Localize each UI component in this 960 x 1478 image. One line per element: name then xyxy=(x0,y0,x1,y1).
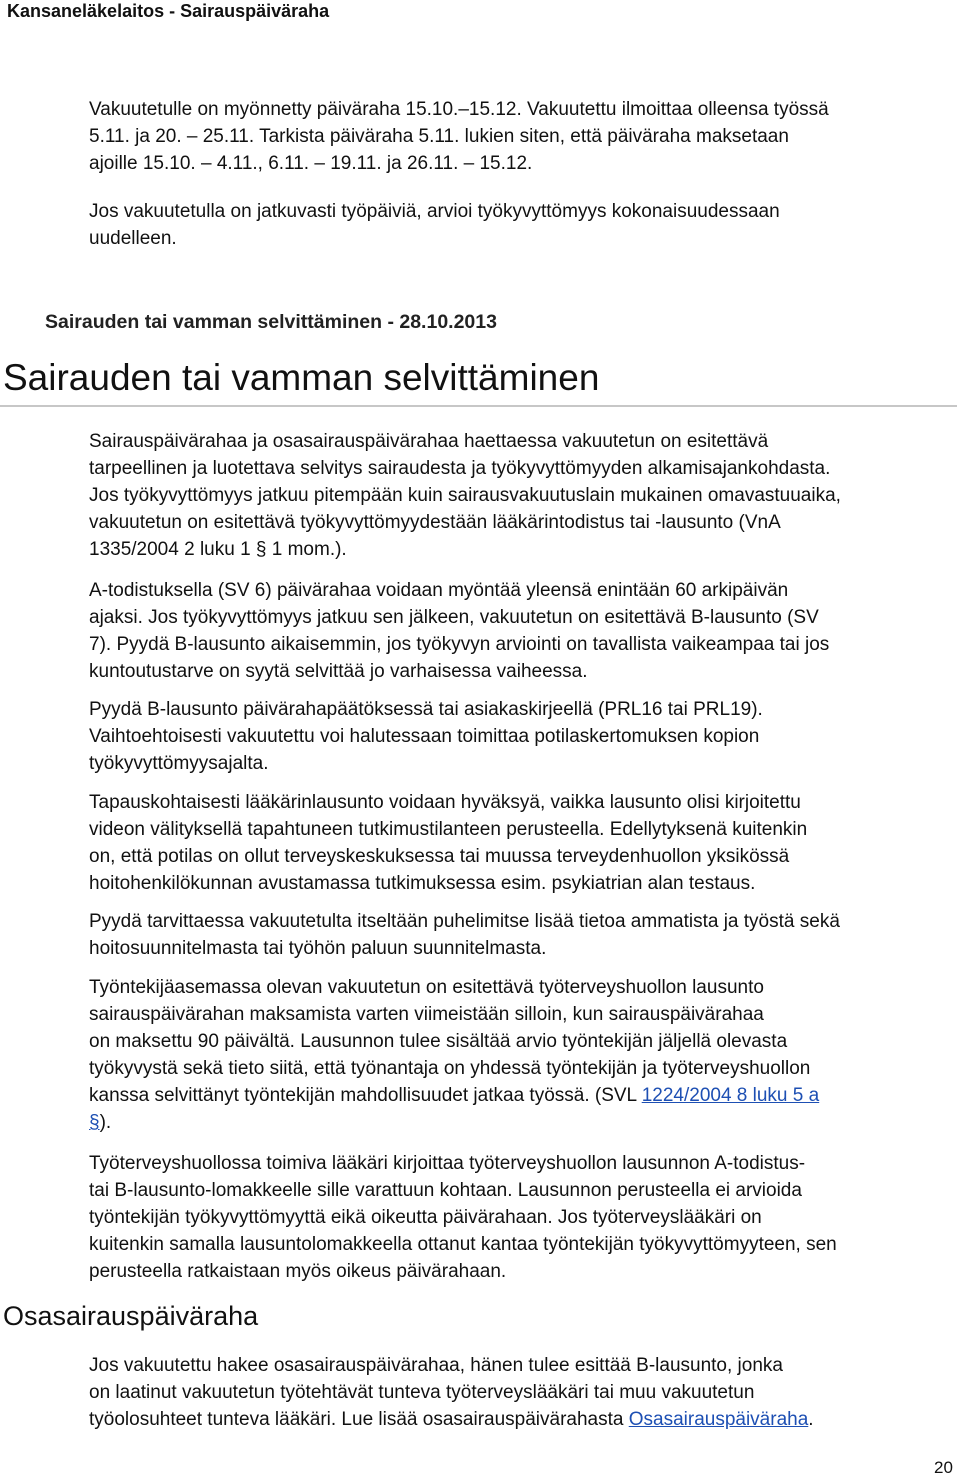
text-line: työkyvyttömyysajalta. xyxy=(89,753,269,774)
law-reference-link[interactable]: 1224/2004 8 luku 5 a xyxy=(641,1085,820,1106)
text-line: ajoille 15.10. – 4.11., 6.11. – 19.11. ja 26.11. – 15.12. xyxy=(89,153,533,174)
title-divider xyxy=(0,405,957,407)
text-line: 7). Pyydä B-lausunto aikaisemmin, jos työkyvyn arviointi on tavallista vaikeampaa tai jos xyxy=(89,634,830,655)
text-line: Vakuutetulle on myönnetty päiväraha 15.10.–15.12. Vakuutettu ilmoittaa olleensa työssä xyxy=(89,99,829,120)
text-line: videon välityksellä tapahtuneen tutkimustilanteen perusteella. Edellytyksenä kuitenkin xyxy=(89,819,808,840)
text-line: kuntoutustarve on syytä selvittää jo varhaisessa vaiheessa. xyxy=(89,661,588,682)
paragraph-2 xyxy=(89,577,957,685)
paragraph-1 xyxy=(89,428,957,563)
text-line: Jos vakuutetulla on jatkuvasti työpäiviä, arvioi työkyvyttömyys kokonaisuudessaan xyxy=(89,201,780,222)
text-fragment: . xyxy=(808,1409,814,1430)
paragraph-4 xyxy=(89,789,957,897)
text-line: Tapauskohtaisesti lääkärinlausunto voidaan hyväksyä, vaikka lausunto olisi kirjoitettu xyxy=(89,792,801,813)
text-line: Työntekijäasemassa olevan vakuutetun on esitettävä työterveyshuollon lausunto xyxy=(89,977,764,998)
text-line: hoitosuunnitelmasta tai työhön paluun suunnitelmasta. xyxy=(89,938,547,959)
intro-paragraph-1 xyxy=(89,96,957,177)
text-line: uudelleen. xyxy=(89,228,177,249)
text-line: 5.11. ja 20. – 25.11. Tarkista päiväraha 5.11. lukien siten, että päiväraha maksetaan xyxy=(89,126,789,147)
text-line: perusteella ratkaistaan myös oikeus päivärahaan. xyxy=(89,1261,507,1282)
text-line: ajaksi. Jos työkyvyttömyys jatkuu sen jälkeen, vakuutetun on esitettävä B-lausunto (SV xyxy=(89,607,819,628)
text-line: on, että potilas on ollut terveyskeskuksessa tai muussa terveydenhuollon yksikössä xyxy=(89,846,790,867)
text-line: on maksettu 90 päivältä. Lausunnon tulee sisältää arvio työntekijän jäljellä olevasta xyxy=(89,1031,788,1052)
text-line: Jos vakuutettu hakee osasairauspäivärahaa, hänen tulee esittää B-lausunto, jonka xyxy=(89,1355,783,1376)
text-line xyxy=(89,1406,957,1433)
section2-title: Osasairauspäiväraha xyxy=(3,1301,259,1331)
text-line xyxy=(89,1082,957,1109)
section2-paragraph xyxy=(89,1352,957,1433)
text-line: hoitohenkilökunnan avustamassa tutkimuksessa esim. psykiatrian alan testaus. xyxy=(89,873,756,894)
text-fragment: kanssa selvittänyt työntekijän mahdollisuudet jatkaa työssä. (SVL xyxy=(89,1085,642,1106)
text-line: vakuutetun on esitettävä työkyvyttömyydestään lääkärintodistus tai -lausunto (VnA xyxy=(89,512,781,533)
text-line: Jos työkyvyttömyys jatkuu pitempään kuin sairausvakuutuslain mukainen omavastuuaika, xyxy=(89,485,841,506)
text-line: tarpeellinen ja luotettava selvitys sairaudesta ja työkyvyttömyyden alkamisajankohdasta. xyxy=(89,458,831,479)
page-number: 20 xyxy=(934,1458,953,1477)
text-line: sairauspäivärahan maksamista varten viimeistään silloin, kun sairauspäivärahaa xyxy=(89,1004,764,1025)
text-line: 1335/2004 2 luku 1 § 1 mom.). xyxy=(89,539,347,560)
text-line: tai B-lausunto-lomakkeelle sille varattuun kohtaan. Lausunnon perusteella ei arvioida xyxy=(89,1180,802,1201)
text-line: on laatinut vakuutetun työtehtävät tunteva työterveyslääkäri tai muu vakuutetun xyxy=(89,1382,755,1403)
text-line xyxy=(89,1109,957,1136)
text-line: Vaihtoehtoisesti vakuutettu voi halutessaan toimittaa potilaskertomuksen kopion xyxy=(89,726,760,747)
text-line: Työterveyshuollossa toimiva lääkäri kirjoittaa työterveyshuollon lausunnon A-todistus- xyxy=(89,1153,806,1174)
text-line: Pyydä B-lausunto päivärahapäätöksessä tai asiakaskirjeellä (PRL16 tai PRL19). xyxy=(89,699,763,720)
paragraph-6 xyxy=(89,974,957,1136)
text-fragment: työolosuhteet tunteva lääkäri. Lue lisää osasairauspäivärahasta xyxy=(89,1409,629,1430)
law-section-link[interactable]: § xyxy=(89,1112,100,1133)
intro-paragraph-2 xyxy=(89,198,957,252)
section-subheading: Sairauden tai vamman selvittäminen - 28.10.2013 xyxy=(45,311,497,333)
text-line: A-todistuksella (SV 6) päivärahaa voidaan myöntää yleensä enintään 60 arkipäivän xyxy=(89,580,789,601)
text-line: työntekijän työkyvyttömyyttä eikä oikeutta päivärahaan. Jos työterveyslääkäri on xyxy=(89,1207,762,1228)
paragraph-3 xyxy=(89,696,957,777)
section-title: Sairauden tai vamman selvittäminen xyxy=(3,357,600,398)
text-line: kuitenkin samalla lausuntolomakkeella ottanut kantaa työntekijän työkyvyttömyyteen, sen xyxy=(89,1234,837,1255)
text-line: työkyvystä sekä tieto siitä, että työnantaja on yhdessä työntekijän ja työterveyshuollon xyxy=(89,1058,811,1079)
page-header-title: Kansaneläkelaitos - Sairauspäiväraha xyxy=(7,1,330,21)
text-fragment: ). xyxy=(99,1112,112,1133)
text-line: Pyydä tarvittaessa vakuutetulta itseltään puhelimitse lisää tietoa ammatista ja työstä sekä xyxy=(89,911,840,932)
text-line: Sairauspäivärahaa ja osasairauspäivärahaa haettaessa vakuutetun on esitettävä xyxy=(89,431,769,452)
paragraph-5 xyxy=(89,908,957,962)
paragraph-7 xyxy=(89,1150,957,1285)
osasairauspaivaraha-link[interactable]: Osasairauspäiväraha xyxy=(628,1409,809,1430)
